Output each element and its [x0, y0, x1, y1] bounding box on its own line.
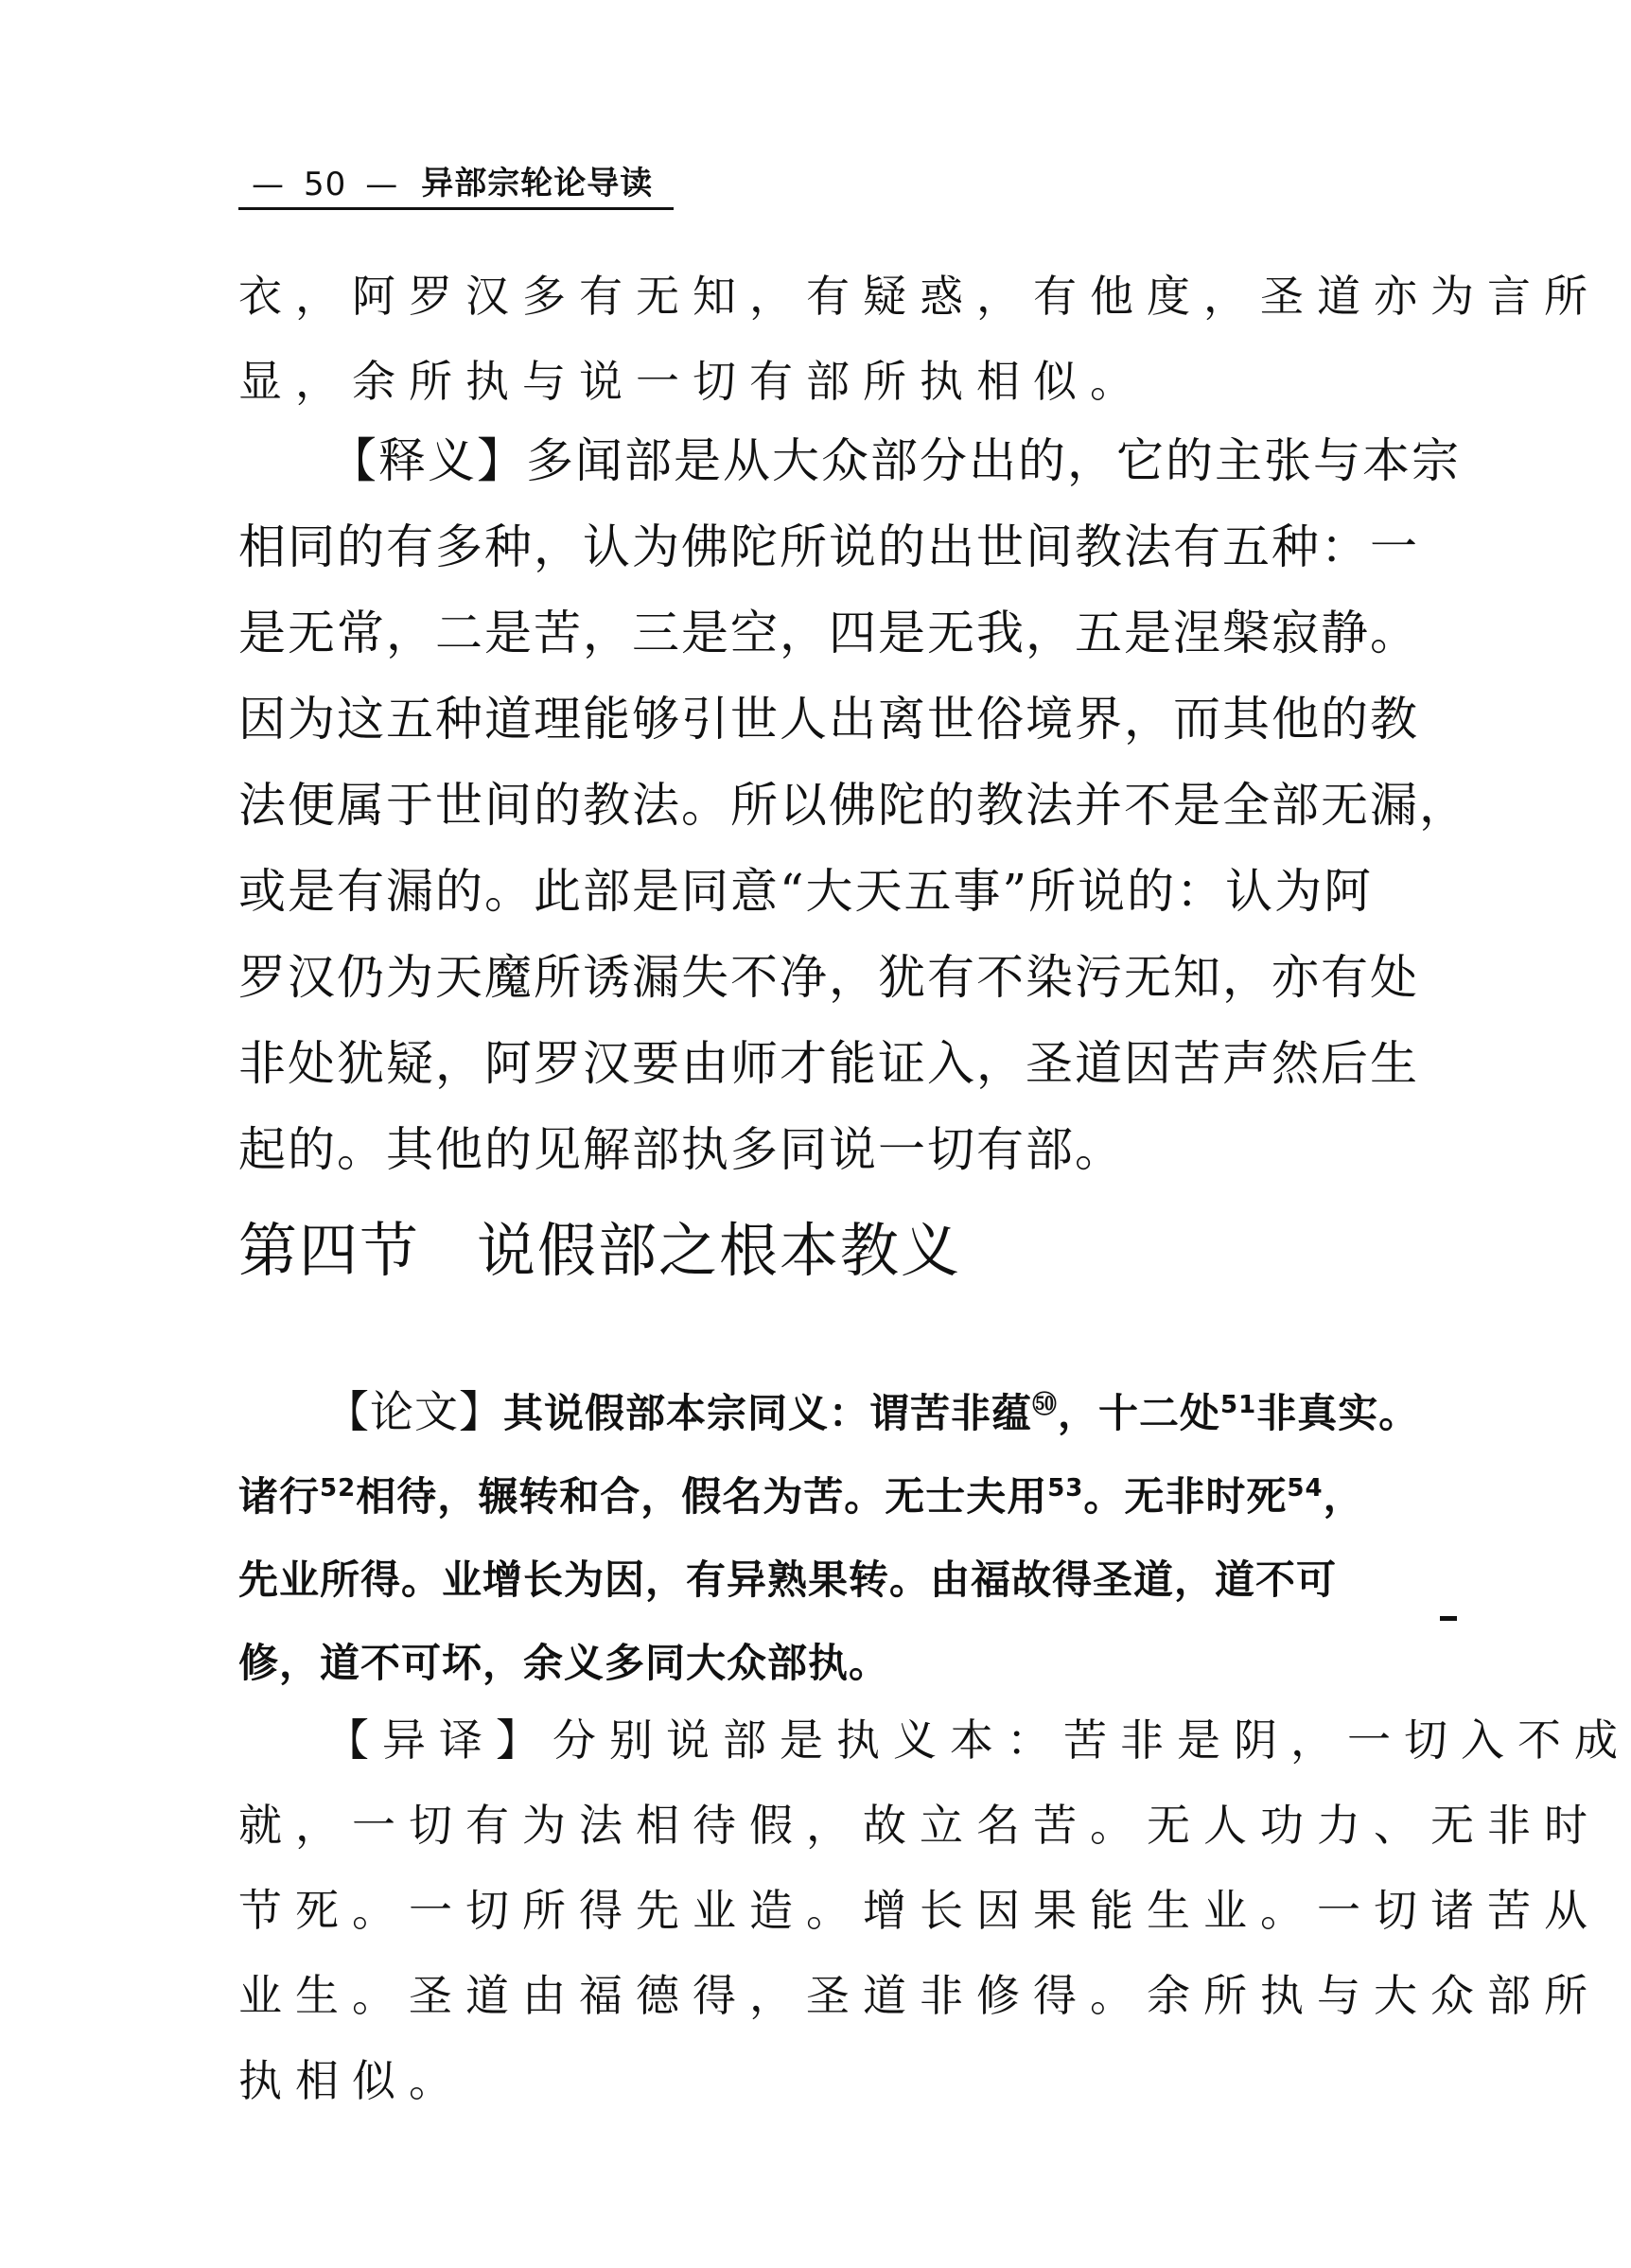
- text-line: 【异译】分别说部是执义本：苦非是阴，一切入不成: [325, 1714, 1631, 1766]
- text-run: 。无非时死: [1083, 1473, 1288, 1520]
- text-run: 其说假部本宗同义：谓苦非蕴: [503, 1390, 1033, 1436]
- text-line: [238, 1455, 1412, 1538]
- text-line: 显，余所执与说一切有部所执相似。: [238, 356, 1147, 407]
- text-line: 罗汉仍为天魔所诱漏失不净，犹有不染污无知，亦有处: [238, 950, 1419, 1005]
- running-header: [238, 149, 674, 210]
- note-marker: 53: [1047, 1474, 1084, 1503]
- treatise-paragraph: [238, 1370, 1420, 1705]
- text-line: 执相似。: [238, 2055, 465, 2106]
- text-run: 诸行: [238, 1473, 321, 1520]
- note-marker: 54: [1287, 1474, 1324, 1503]
- section-number: 第四节: [238, 1216, 421, 1285]
- text-line: 非处犹疑，阿罗汉要由师才能证入，圣道因苦声然后生: [238, 1036, 1419, 1091]
- text-line: 或是有漏的。此部是同意“大天五事”所说的：认为阿: [238, 864, 1374, 919]
- margin-mark: [1440, 1616, 1457, 1621]
- text-line: 就，一切有为法相待假，故立名苦。无人功力、无非时: [238, 1800, 1601, 1851]
- translation-continuation: [238, 254, 1601, 424]
- header-dash-left: —: [252, 166, 285, 203]
- note-marker: 51: [1220, 1391, 1257, 1419]
- text-run: ，十二处: [1058, 1390, 1221, 1436]
- text-run: ，: [1323, 1473, 1364, 1520]
- note-marker: 52: [320, 1474, 357, 1503]
- explanation-paragraph: [238, 418, 1468, 1193]
- text-line: 节死。一切所得先业造。增长因果能生业。一切诸苦从: [238, 1885, 1601, 1936]
- text-line: 是无常，二是苦，三是空，四是无我，五是涅槃寂静。: [238, 606, 1419, 660]
- text-line: 起的。其他的见解部执多同说一切有部。: [238, 1122, 1124, 1177]
- text-line: 业生。圣道由福德得，圣道非修得。余所执与大众部所: [238, 1970, 1601, 2021]
- text-line: [238, 1370, 1420, 1455]
- text-line: 【释义】多闻部是从大众部分出的，它的主张与本宗: [329, 433, 1461, 488]
- header-dash-right: —: [365, 166, 399, 203]
- text-line: 相同的有多种，认为佛陀所说的出世间教法有五种：一: [238, 519, 1419, 574]
- text-run: 非真实。: [1256, 1390, 1420, 1436]
- text-run: 相待，辗转和合，假名为苦。无士夫用: [356, 1473, 1048, 1520]
- section-title: 说假部之根本教义: [477, 1216, 962, 1285]
- text-line: 因为这五种道理能够引世人出离世俗境界，而其他的教: [238, 692, 1419, 747]
- section-heading: [238, 1213, 961, 1289]
- alternate-translation-paragraph: [238, 1697, 1631, 2123]
- book-title: 异部宗轮论导读: [421, 165, 654, 202]
- text-line: 衣，阿罗汉多有无知，有疑惑，有他度，圣道亦为言所: [238, 271, 1601, 322]
- treatise-label: 【论文】: [325, 1386, 503, 1437]
- text-line: 先业所得。业增长为因，有异熟果转。由福故得圣道，道不可: [238, 1556, 1338, 1603]
- text-line: 修，道不可坏，余义多同大众部执。: [238, 1640, 890, 1686]
- text-line: 法便属于世间的教法。所以佛陀的教法并不是全部无漏，: [238, 778, 1468, 833]
- page-number: 50: [304, 166, 347, 203]
- note-marker: ㊿: [1032, 1391, 1059, 1419]
